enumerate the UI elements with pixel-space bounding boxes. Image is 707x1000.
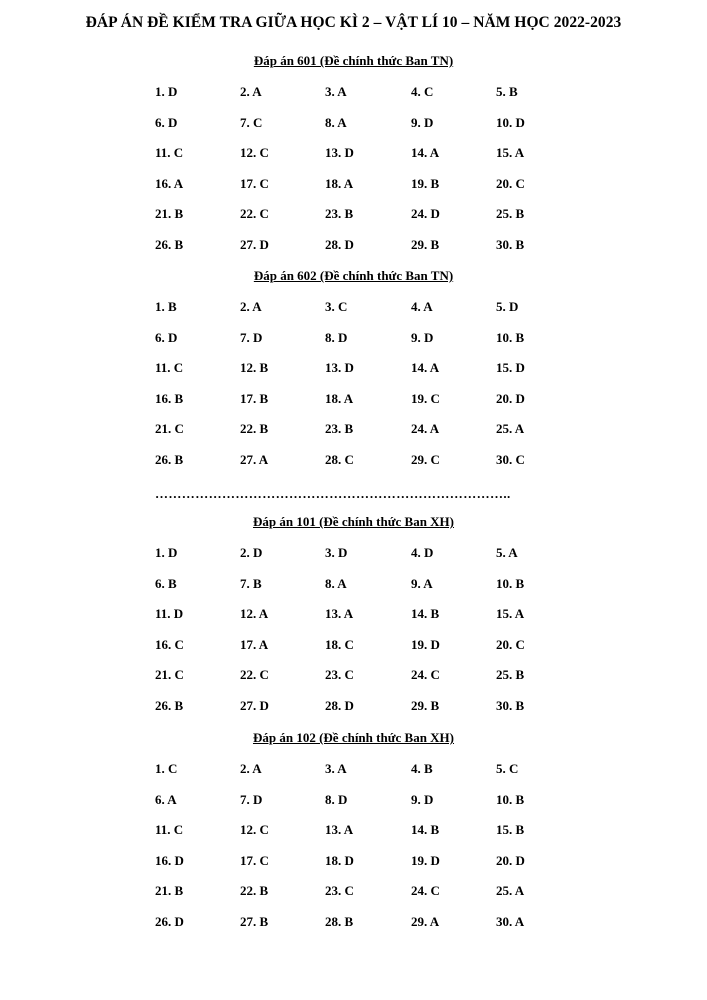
answer-cell: 11. D — [155, 606, 184, 622]
answer-cell: 2. A — [240, 84, 262, 99]
answer-cell: 18. A — [325, 175, 354, 191]
answer-cell: 3. C — [325, 299, 348, 314]
answer-cell: 22. B — [240, 421, 269, 437]
answer-cell: 15. B — [496, 822, 525, 838]
answer-cell: 2. A — [240, 761, 262, 776]
answer-cell: 27. B — [240, 914, 269, 929]
section-title: Đáp án 101 (Đề chính thức Ban XH) — [252, 514, 455, 529]
answer-cell: 30. C — [496, 452, 525, 467]
answer-cell: 10. D — [496, 114, 525, 130]
answer-cell: 30. B — [496, 237, 525, 252]
answer-cell: 9. A — [411, 575, 433, 591]
answer-cell: 27. A — [240, 452, 269, 467]
answer-row — [0, 237, 707, 255]
answer-cell: 27. D — [240, 698, 269, 713]
answer-cell: 10. B — [496, 575, 525, 591]
answer-cell: 15. D — [496, 360, 525, 376]
answer-cell: 29. C — [411, 452, 440, 467]
answer-cell: 1. B — [155, 299, 177, 314]
answer-cell: 7. B — [240, 575, 262, 591]
answer-cell: 24. C — [411, 667, 440, 683]
answer-cell: 6. D — [155, 114, 178, 130]
answer-cell: 9. D — [411, 791, 434, 807]
answer-cell: 3. D — [325, 545, 348, 560]
answer-cell: 21. B — [155, 206, 184, 222]
answer-row — [0, 761, 707, 779]
answer-cell: 26. B — [155, 237, 184, 252]
answer-cell: 26. B — [155, 698, 184, 713]
answer-cell: 16. B — [155, 390, 184, 406]
answer-row — [0, 176, 707, 194]
answer-cell: 29. B — [411, 237, 440, 252]
answer-cell: 20. C — [496, 175, 525, 191]
answer-cell: 20. C — [496, 636, 525, 652]
answer-cell: 17. B — [240, 390, 269, 406]
answer-row — [0, 576, 707, 594]
answer-cell: 20. D — [496, 852, 525, 868]
answer-cell: 5. C — [496, 761, 519, 776]
answer-cell: 28. C — [325, 452, 354, 467]
answer-cell: 4. C — [411, 84, 434, 99]
answer-row — [0, 883, 707, 901]
answer-row — [0, 853, 707, 871]
answer-row — [0, 115, 707, 133]
answer-cell: 1. D — [155, 84, 178, 99]
answer-cell: 2. A — [240, 299, 262, 314]
answer-cell: 17. C — [240, 852, 269, 868]
answer-cell: 15. A — [496, 606, 525, 622]
answer-row — [0, 606, 707, 624]
answer-cell: 18. D — [325, 852, 354, 868]
answer-cell: 25. B — [496, 667, 525, 683]
answer-cell: 18. C — [325, 636, 354, 652]
answer-cell: 20. D — [496, 390, 525, 406]
answer-cell: 28. D — [325, 237, 354, 252]
answer-cell: 13. A — [325, 606, 354, 622]
answer-cell: 30. B — [496, 698, 525, 713]
answer-row — [0, 822, 707, 840]
answer-row — [0, 421, 707, 439]
answer-cell: 29. A — [411, 914, 440, 929]
answer-cell: 26. B — [155, 452, 184, 467]
answer-cell: 16. D — [155, 852, 184, 868]
answer-cell: 22. B — [240, 883, 269, 899]
answer-cell: 11. C — [155, 360, 184, 376]
answer-cell: 13. D — [325, 360, 354, 376]
answer-cell: 14. B — [411, 606, 440, 622]
answer-row — [0, 299, 707, 317]
answer-cell: 16. C — [155, 636, 184, 652]
answer-cell: 8. D — [325, 791, 348, 807]
answer-cell: 25. A — [496, 421, 525, 437]
answer-cell: 4. B — [411, 761, 433, 776]
answer-cell: 14. A — [411, 360, 440, 376]
answer-row — [0, 914, 707, 932]
answer-cell: 28. D — [325, 698, 354, 713]
answer-cell: 22. C — [240, 206, 269, 222]
answer-cell: 17. A — [240, 636, 269, 652]
answer-cell: 23. C — [325, 667, 354, 683]
answer-cell: 26. D — [155, 914, 184, 929]
answer-cell: 11. C — [155, 145, 184, 161]
answer-cell: 28. B — [325, 914, 354, 929]
answer-cell: 7. C — [240, 114, 263, 130]
answer-row — [0, 206, 707, 224]
section-separator: …………………………………………………………………….. — [155, 486, 511, 501]
section-title: Đáp án 602 (Đề chính thức Ban TN) — [253, 268, 454, 283]
answer-cell: 8. D — [325, 329, 348, 345]
answer-row — [0, 84, 707, 102]
answer-cell: 12. A — [240, 606, 269, 622]
document-title: ĐÁP ÁN ĐỀ KIỂM TRA GIỮA HỌC KÌ 2 – VẬT LÍ 10 – NĂM HỌC 2022-2023 — [85, 14, 622, 31]
answer-cell: 13. D — [325, 145, 354, 161]
answer-cell: 6. B — [155, 575, 177, 591]
answer-cell: 18. A — [325, 390, 354, 406]
answer-cell: 15. A — [496, 145, 525, 161]
section-title: Đáp án 102 (Đề chính thức Ban XH) — [252, 730, 455, 745]
answer-row — [0, 698, 707, 716]
answer-cell: 21. B — [155, 883, 184, 899]
answer-cell: 6. D — [155, 329, 178, 345]
answer-row — [0, 452, 707, 470]
answer-cell: 8. A — [325, 114, 347, 130]
answer-cell: 29. B — [411, 698, 440, 713]
answer-cell: 6. A — [155, 791, 177, 807]
section-title: Đáp án 601 (Đề chính thức Ban TN) — [253, 53, 454, 68]
answer-cell: 16. A — [155, 175, 184, 191]
answer-cell: 14. B — [411, 822, 440, 838]
answer-cell: 24. D — [411, 206, 440, 222]
answer-cell: 19. B — [411, 175, 440, 191]
answer-cell: 1. D — [155, 545, 178, 560]
answer-cell: 4. D — [411, 545, 434, 560]
answer-cell: 23. B — [325, 206, 354, 222]
answer-cell: 13. A — [325, 822, 354, 838]
answer-cell: 9. D — [411, 329, 434, 345]
answer-row — [0, 667, 707, 685]
answer-row — [0, 360, 707, 378]
answer-cell: 22. C — [240, 667, 269, 683]
answer-cell: 19. C — [411, 390, 440, 406]
answer-row — [0, 637, 707, 655]
answer-cell: 2. D — [240, 545, 263, 560]
answer-cell: 8. A — [325, 575, 347, 591]
answer-cell: 3. A — [325, 761, 347, 776]
answer-cell: 21. C — [155, 421, 184, 437]
answer-row — [0, 330, 707, 348]
answer-row — [0, 545, 707, 563]
answer-cell: 10. B — [496, 791, 525, 807]
answer-cell: 3. A — [325, 84, 347, 99]
answer-cell: 7. D — [240, 791, 263, 807]
answer-cell: 4. A — [411, 299, 433, 314]
answer-cell: 24. A — [411, 421, 440, 437]
answer-cell: 5. A — [496, 545, 518, 560]
answer-row — [0, 145, 707, 163]
answer-row — [0, 391, 707, 409]
answer-cell: 19. D — [411, 636, 440, 652]
answer-cell: 5. D — [496, 299, 519, 314]
answer-cell: 30. A — [496, 914, 525, 929]
answer-cell: 17. C — [240, 175, 269, 191]
answer-cell: 12. C — [240, 822, 269, 838]
answer-cell: 5. B — [496, 84, 518, 99]
answer-cell: 12. C — [240, 145, 269, 161]
answer-cell: 11. C — [155, 822, 184, 838]
answer-cell: 23. C — [325, 883, 354, 899]
answer-cell: 14. A — [411, 145, 440, 161]
answer-cell: 27. D — [240, 237, 269, 252]
answer-cell: 10. B — [496, 329, 525, 345]
answer-cell: 24. C — [411, 883, 440, 899]
answer-cell: 19. D — [411, 852, 440, 868]
answer-cell: 1. C — [155, 761, 178, 776]
answer-cell: 9. D — [411, 114, 434, 130]
answer-cell: 12. B — [240, 360, 269, 376]
answer-cell: 25. A — [496, 883, 525, 899]
answer-cell: 23. B — [325, 421, 354, 437]
answer-cell: 7. D — [240, 329, 263, 345]
answer-cell: 21. C — [155, 667, 184, 683]
answer-cell: 25. B — [496, 206, 525, 222]
answer-row — [0, 792, 707, 810]
